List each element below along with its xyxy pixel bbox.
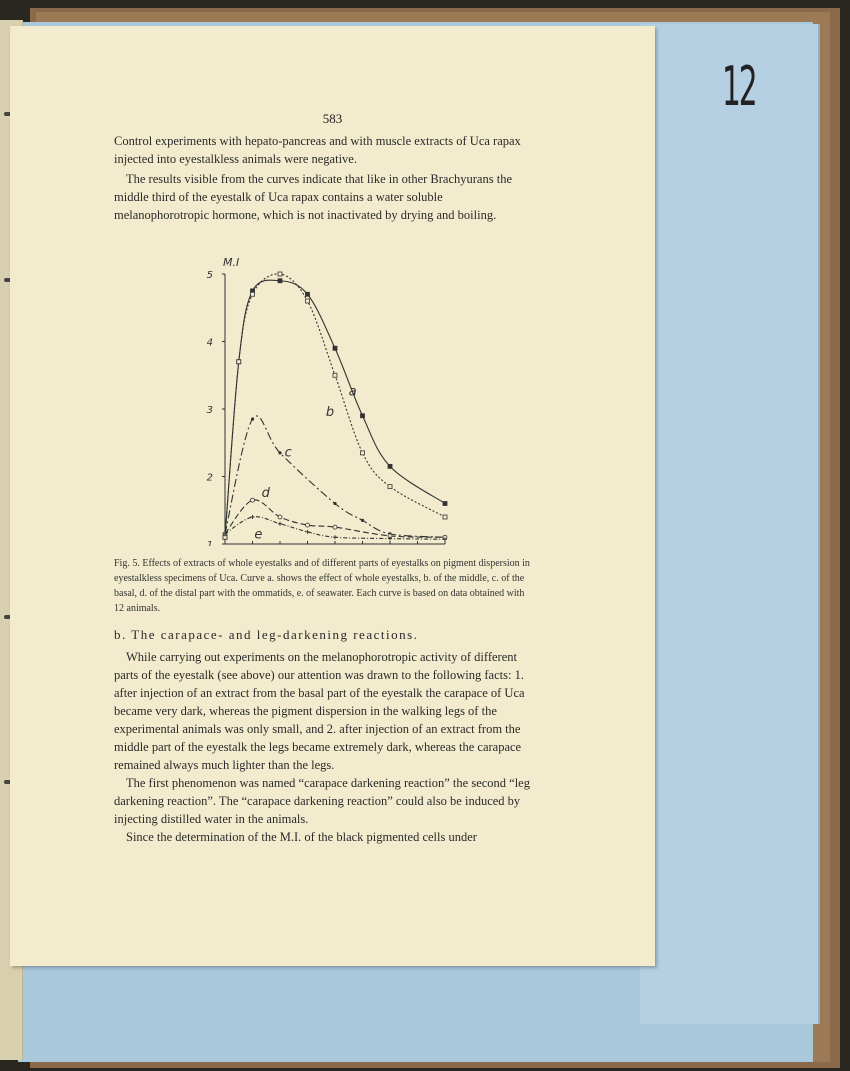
data-point-a	[361, 414, 365, 418]
y-tick-label: 4	[206, 337, 213, 349]
curve-b	[225, 274, 445, 537]
curve-label-b: b	[325, 404, 335, 420]
sheet-number: 12	[722, 55, 756, 118]
data-point-e	[278, 522, 282, 526]
paragraph-2: The results visible from the curves indicate that like in other Brachyurans the middle third of the eyestalk of Uca rapax contains a water soluble melanophorotropic hormone, which is not inactivated by drying and boiling.	[114, 172, 512, 222]
data-point-e	[333, 535, 337, 539]
data-point-a	[388, 464, 392, 468]
y-tick-label: 5	[206, 270, 213, 281]
data-point-c	[333, 502, 336, 505]
data-point-d	[251, 498, 255, 502]
data-point-a	[306, 292, 310, 296]
data-point-d	[278, 515, 282, 519]
data-point-c	[278, 451, 281, 454]
curve-label-c: c	[284, 445, 292, 461]
data-point-e	[306, 530, 310, 534]
paragraph-5: Since the determination of the M.I. of the black pigmented cells under	[126, 830, 477, 844]
figure-5	[190, 226, 470, 551]
y-tick-label: 3	[206, 405, 213, 416]
figure-5-chart	[190, 226, 470, 546]
data-point-e	[251, 515, 255, 519]
data-point-d	[333, 525, 337, 529]
data-point-b	[278, 272, 282, 276]
data-point-b	[333, 373, 337, 377]
data-point-d	[306, 523, 310, 527]
data-point-b	[388, 485, 392, 489]
data-point-a	[443, 502, 447, 506]
paper-page	[10, 26, 655, 966]
figure-caption: Fig. 5. Effects of extracts of whole eyestalks and of different parts of eyestalks on pigment dispersion in eyestalkless specimens of Uca. Curve a. shows the effect of whole eyestalks, b. of the middle, c. of the basal, d. of the distal part with the ommatids, e. of seawater. Each curve is based on data obtained with 12 animals.	[114, 558, 530, 614]
curve-c	[225, 416, 445, 537]
curve-label-a: a	[348, 384, 357, 400]
data-point-c	[251, 418, 254, 421]
y-tick-label: 2	[206, 472, 213, 484]
page-number: 583	[322, 111, 343, 126]
curve-label-e: e	[254, 527, 263, 543]
data-point-b	[251, 292, 255, 296]
paragraph-1: Control experiments with hepato-pancreas and with muscle extracts of Uca rapax injected into eyestalkless animals were negative.	[114, 134, 521, 166]
data-point-a	[333, 346, 337, 350]
y-tick-label: 1	[206, 540, 213, 546]
data-point-b	[361, 451, 365, 455]
curve-a	[225, 280, 445, 537]
y-axis-label: M.I	[223, 256, 240, 269]
curve-label-d: d	[261, 485, 270, 501]
section-heading: b. The carapace- and leg-darkening reactions.	[114, 627, 419, 642]
data-point-b	[306, 299, 310, 303]
data-point-c	[361, 519, 364, 522]
data-point-b	[237, 360, 241, 364]
paragraph-3: While carrying out experiments on the melanophorotropic activity of different parts of the eyestalk (see above) our attention was drawn to the following facts: 1. after injection of an extract from the basal part of the eyestalk the carapace of Uca became very dark, whereas the pigment dispersion in the walking legs of the experimental animals was only small, and 2. after injection of an extract from the middle part of the eyestalk the legs became extremely dark, whereas the carapace remained always much lighter than the legs.	[114, 650, 525, 772]
blue-tab-sheet	[640, 24, 820, 1024]
paragraph-4: The first phenomenon was named “carapace darkening reaction” the second “leg darkening reaction”. The “carapace darkening reaction” could also be induced by injecting distilled water in the animals.	[114, 776, 530, 826]
data-point-b	[443, 515, 447, 519]
data-point-a	[278, 279, 282, 283]
